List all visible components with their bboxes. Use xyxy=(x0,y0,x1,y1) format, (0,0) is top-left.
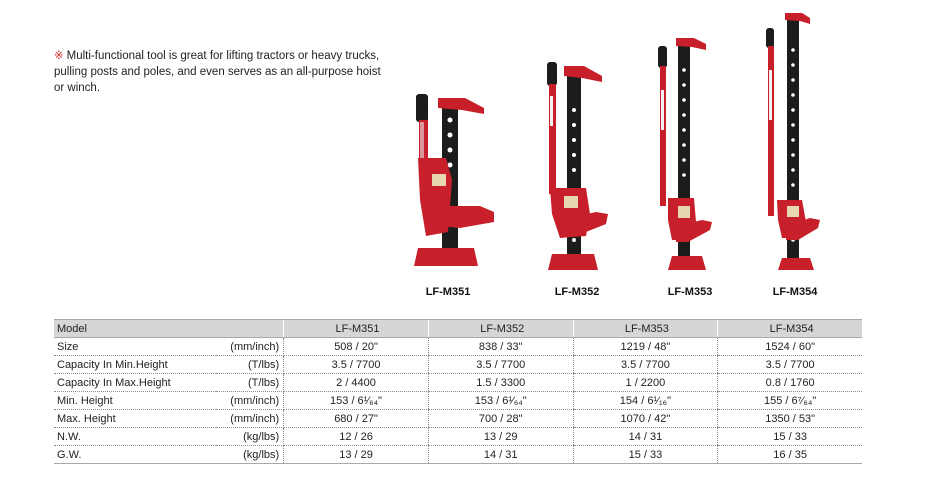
product-label-lf-m354: LF-M354 xyxy=(772,286,818,298)
row-name: Min. Height xyxy=(54,392,216,410)
cell-value: 16 / 35 xyxy=(718,446,862,464)
row-name: Size xyxy=(54,338,216,356)
cell-value: 700 / 28" xyxy=(428,410,573,428)
row-name: Capacity In Min.Height xyxy=(54,356,216,374)
cell-value: 838 / 33" xyxy=(428,338,573,356)
jack-image-lf-m351 xyxy=(414,94,494,266)
row-unit: (T/lbs) xyxy=(216,374,283,392)
jack-image-lf-m353 xyxy=(658,38,712,270)
cell-value: 1 / 2200 xyxy=(573,374,718,392)
product-label-lf-m352: LF-M352 xyxy=(554,286,600,298)
cell-value: 1219 / 48" xyxy=(573,338,718,356)
row-unit: (mm/inch) xyxy=(216,338,283,356)
product-label-lf-m351: LF-M351 xyxy=(425,286,471,298)
table-row xyxy=(54,446,862,464)
intro-description: Multi-functional tool is great for lifting tractors or heavy trucks, pulling posts and poles, and even serves as an all-purpose hoist or winch. xyxy=(54,50,381,94)
header-model: Model xyxy=(54,320,284,338)
row-name: Capacity In Max.Height xyxy=(54,374,216,392)
row-unit: (kg/lbs) xyxy=(216,446,283,464)
cell-value: 0.8 / 1760 xyxy=(718,374,862,392)
spec-table-header xyxy=(54,320,862,338)
row-name: Max. Height xyxy=(54,410,216,428)
cell-value: 15 / 33 xyxy=(718,428,862,446)
row-name: G.W. xyxy=(54,446,216,464)
cell-value: 155 / 6⁷⁄₆₄" xyxy=(718,392,862,410)
note-mark: ※ xyxy=(54,50,64,62)
cell-value: 680 / 27" xyxy=(284,410,429,428)
spec-table xyxy=(54,319,862,464)
cell-value: 154 / 6¹⁄₁₆" xyxy=(573,392,718,410)
cell-value: 153 / 6¹⁄₆₄" xyxy=(284,392,429,410)
cell-value: 3.5 / 7700 xyxy=(573,356,718,374)
cell-value: 15 / 33 xyxy=(573,446,718,464)
cell-value: 3.5 / 7700 xyxy=(718,356,862,374)
row-unit: (mm/inch) xyxy=(216,410,283,428)
jack-image-lf-m354 xyxy=(766,13,820,270)
row-unit: (T/lbs) xyxy=(216,356,283,374)
header-lf-m353: LF-M353 xyxy=(573,320,718,338)
header-lf-m352: LF-M352 xyxy=(428,320,573,338)
table-row xyxy=(54,338,862,356)
product-label-lf-m353: LF-M353 xyxy=(667,286,713,298)
cell-value: 1070 / 42" xyxy=(573,410,718,428)
table-row xyxy=(54,392,862,410)
jack-image-lf-m352 xyxy=(547,62,608,270)
cell-value: 3.5 / 7700 xyxy=(284,356,429,374)
table-row xyxy=(54,428,862,446)
cell-value: 14 / 31 xyxy=(573,428,718,446)
table-row xyxy=(54,374,862,392)
header-lf-m354: LF-M354 xyxy=(718,320,862,338)
header-lf-m351: LF-M351 xyxy=(284,320,429,338)
cell-value: 13 / 29 xyxy=(284,446,429,464)
row-unit: (kg/lbs) xyxy=(216,428,283,446)
cell-value: 12 / 26 xyxy=(284,428,429,446)
cell-value: 1524 / 60" xyxy=(718,338,862,356)
cell-value: 508 / 20" xyxy=(284,338,429,356)
cell-value: 14 / 31 xyxy=(428,446,573,464)
table-row xyxy=(54,410,862,428)
cell-value: 153 / 6¹⁄₆₄" xyxy=(428,392,573,410)
table-row xyxy=(54,356,862,374)
row-unit: (mm/inch) xyxy=(216,392,283,410)
row-name: N.W. xyxy=(54,428,216,446)
cell-value: 1.5 / 3300 xyxy=(428,374,573,392)
cell-value: 3.5 / 7700 xyxy=(428,356,573,374)
cell-value: 13 / 29 xyxy=(428,428,573,446)
cell-value: 2 / 4400 xyxy=(284,374,429,392)
cell-value: 1350 / 53" xyxy=(718,410,862,428)
